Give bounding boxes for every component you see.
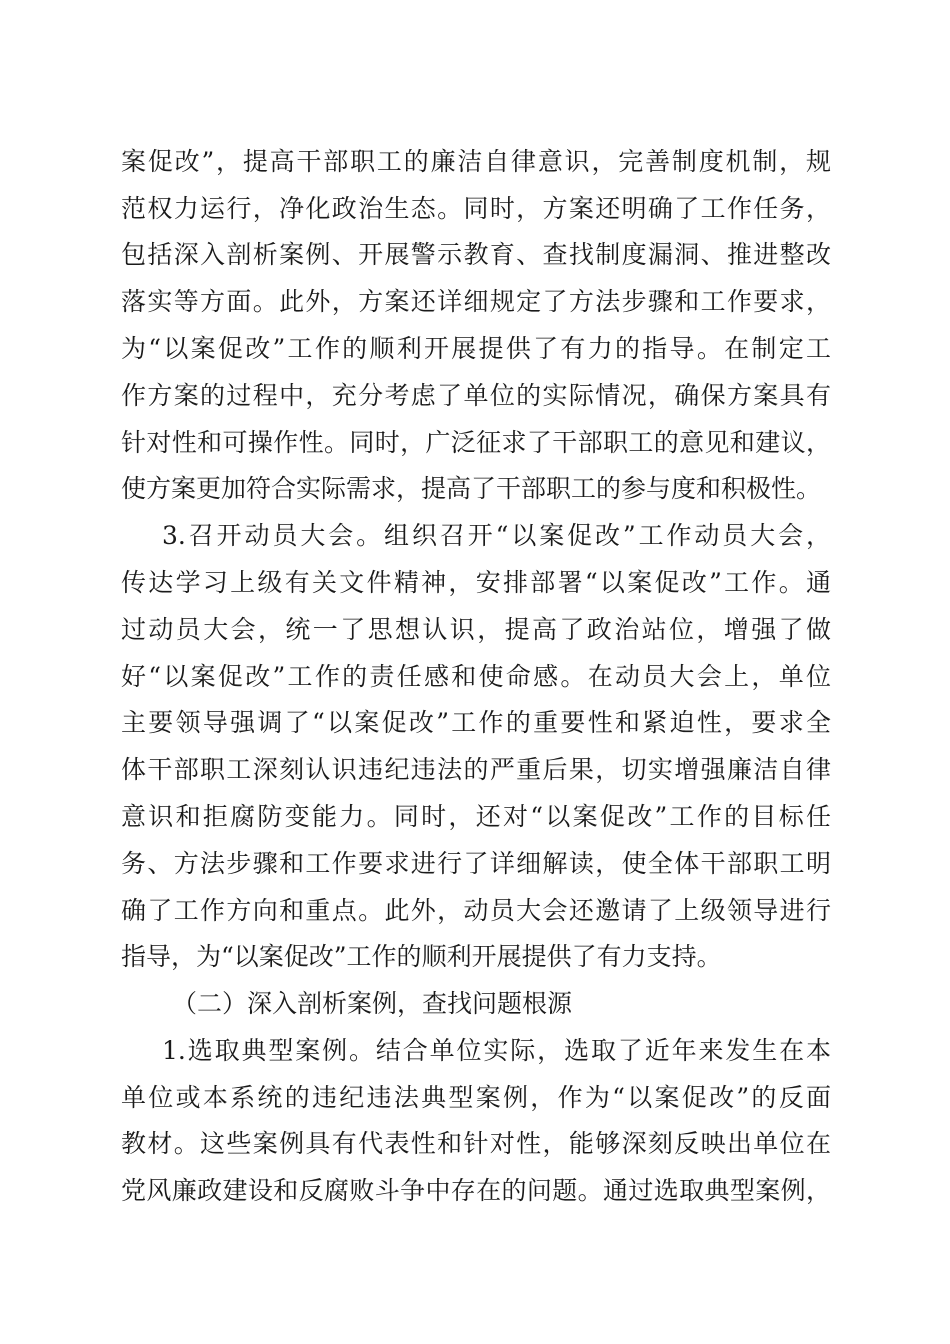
text-line: 单位或本系统的违纪违法典型案例，作为“以案促改”的反面 [121,1083,831,1112]
text-line: 为“以案促改”工作的顺利开展提供了有力的指导。在制定工 [121,334,831,363]
section-heading: （二）深入剖析案例，查找问题根源 [172,989,573,1018]
text-line: 党风廉政建设和反腐败斗争中存在的问题。通过选取典型案例， [121,1176,831,1205]
text-line: 过动员大会，统一了思想认识，提高了政治站位，增强了做 [121,615,831,644]
text-line: 落实等方面。此外，方案还详细规定了方法步骤和工作要求， [121,287,831,316]
text-line: 确了工作方向和重点。此外，动员大会还邀请了上级领导进行 [121,896,831,925]
text-line: 范权力运行，净化政治生态。同时，方案还明确了工作任务， [121,194,831,223]
text-line: 务、方法步骤和工作要求进行了详细解读，使全体干部职工明 [121,849,831,878]
text-line: 使方案更加符合实际需求，提高了干部职工的参与度和积极性。 [121,474,822,503]
text-line: 作方案的过程中，充分考虑了单位的实际情况，确保方案具有 [121,381,831,410]
text-line: 主要领导强调了“以案促改”工作的重要性和紧迫性，要求全 [121,708,831,737]
paragraph-start-line: 3.召开动员大会。组织召开“以案促改”工作动员大会， [162,521,831,550]
text-line: 意识和拒腐防变能力。同时，还对“以案促改”工作的目标任 [121,802,831,831]
text-line: 案促改”，提高干部职工的廉洁自律意识，完善制度机制，规 [121,147,831,176]
text-line: 体干部职工深刻认识违纪违法的严重后果，切实增强廉洁自律 [121,755,831,784]
text-line: 好“以案促改”工作的责任感和使命感。在动员大会上，单位 [121,662,831,691]
text-line: 教材。这些案例具有代表性和针对性，能够深刻反映出单位在 [121,1129,831,1158]
text-line: 针对性和可操作性。同时，广泛征求了干部职工的意见和建议， [121,428,831,457]
text-line: 传达学习上级有关文件精神，安排部署“以案促改”工作。通 [121,568,831,597]
paragraph-start-line: 1.选取典型案例。结合单位实际，选取了近年来发生在本 [162,1036,831,1065]
text-line: 包括深入剖析案例、开展警示教育、查找制度漏洞、推进整改 [121,240,831,269]
text-line: 指导，为“以案促改”工作的顺利开展提供了有力支持。 [121,942,722,971]
